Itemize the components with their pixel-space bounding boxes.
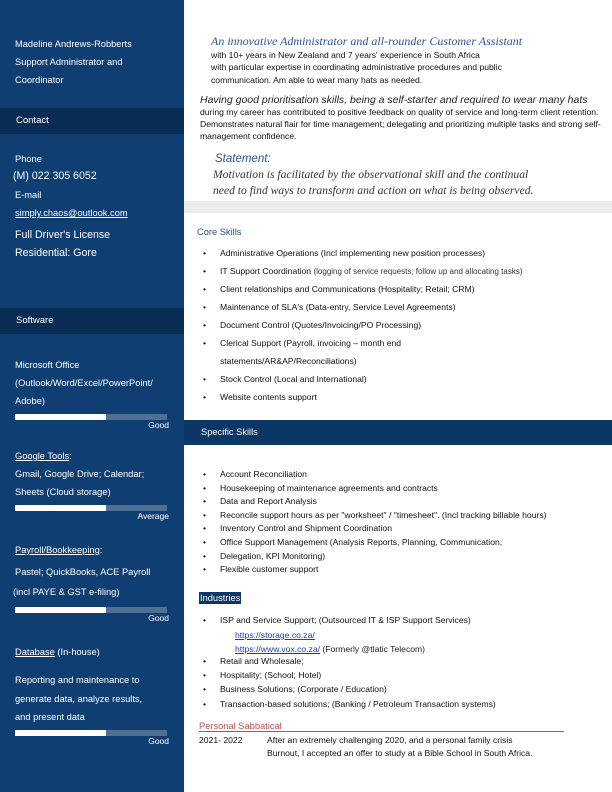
contact-heading: Contact xyxy=(16,115,49,126)
payroll-heading xyxy=(15,541,102,559)
sabbatical-years: 2021- 2022 xyxy=(199,735,243,745)
candidate-name: Madeline Andrews-Robberts xyxy=(15,39,132,49)
intro-line2: with particular expertise in coordinating administrative procedures and public xyxy=(211,62,502,73)
specific-skills-heading: Specific Skills xyxy=(201,427,258,437)
specific-skills-band xyxy=(184,420,612,445)
vox-note: (Formerly @tlatic Telecom) xyxy=(320,644,426,654)
statement-body xyxy=(213,167,533,199)
list-item: • Delegation, KPI Monitoring) xyxy=(203,550,547,564)
google-tools-title: Google Tools xyxy=(15,451,70,461)
core-skills-list xyxy=(203,244,522,406)
phone-value: (M) 022 305 6052 xyxy=(13,170,97,182)
sabbatical-text xyxy=(267,734,532,759)
industries-list xyxy=(203,613,471,627)
core-skill-text: Clerical Support (Payroll, invoicing – month end xyxy=(220,338,402,348)
database-title: Database xyxy=(15,647,55,657)
payroll-title: Payroll/Bookkeeping xyxy=(15,545,100,555)
statement-line1: Motivation is facilitated by the observational skill and the continual xyxy=(213,168,529,181)
intro-line1: with 10+ years in New Zealand and 7 years' experience in South Africa xyxy=(211,50,480,60)
sabbatical-divider xyxy=(199,731,564,732)
residential: Residential: Gore xyxy=(15,247,97,259)
job-title-line1: Support Administrator and xyxy=(15,57,123,67)
core-skill-text: Document Control (Quotes/Invoicing/PO Processing) xyxy=(220,320,422,330)
storage-link[interactable]: https://storage.co.za/ xyxy=(235,630,315,640)
ms-office-line3: Adobe) xyxy=(15,396,45,406)
list-item: • Reconcile support hours as per "worksheet" / "timesheet". (Incl tracking billable hours) xyxy=(203,509,547,523)
google-tools-skill-fill xyxy=(15,505,106,511)
sidebar xyxy=(0,0,184,792)
core-skill-text: IT Support Coordination xyxy=(220,266,314,276)
list-item xyxy=(203,280,522,298)
core-skill-text: Maintenance of SLA's (Data-entry, Service Level Agreements) xyxy=(220,302,456,312)
payroll-skill-fill xyxy=(15,607,106,613)
payroll-colon: : xyxy=(99,545,103,555)
database-suffix: (In-house) xyxy=(54,647,100,657)
list-item: • Business Solutions; (Corporate / Education) xyxy=(203,682,496,696)
list-item xyxy=(203,298,522,316)
core-skill-text: Client relationships and Communications (Hospitality; Retail; CRM) xyxy=(220,284,475,294)
list-item: • Hospitality; (School; Hotel) xyxy=(203,668,496,682)
list-item: • Account Reconciliation xyxy=(203,468,547,482)
google-tools-colon: : xyxy=(69,451,72,461)
database-line1: Reporting and maintenance to xyxy=(15,675,140,685)
payroll-line2: (incl PAYE & GST e-filing) xyxy=(13,587,120,597)
google-tools-heading xyxy=(15,447,72,465)
list-item: • Flexible customer support xyxy=(203,563,547,577)
list-item: • Housekeeping of maintenance agreements and contracts xyxy=(203,482,547,496)
ms-office-level: Good xyxy=(148,420,169,430)
core-skill-detail: statements/AR&AP/Reconciliations) xyxy=(220,356,357,366)
google-tools-level: Average xyxy=(137,511,169,521)
ms-office-line1: Microsoft Office xyxy=(15,360,80,370)
software-heading: Software xyxy=(16,315,54,326)
email-label: E-mail xyxy=(15,190,42,200)
database-heading xyxy=(15,643,100,661)
sabbatical-line1: After an extremely challenging 2020, and a personal family crisis xyxy=(267,735,513,745)
intro-title: An innovative Administrator and all-rounder Customer Assistant xyxy=(211,34,523,48)
divider-strip xyxy=(184,201,612,213)
list-item xyxy=(203,370,522,388)
payroll-skill-bar xyxy=(15,607,167,613)
list-item xyxy=(203,334,522,370)
list-item: • Data and Report Analysis xyxy=(203,495,547,509)
list-item: • Inventory Control and Shipment Coordination xyxy=(203,522,547,536)
ms-office-skill-bar xyxy=(15,414,167,420)
database-skill-bar xyxy=(15,730,167,736)
sabbatical-heading: Personal Sabbatical xyxy=(199,721,282,731)
core-skill-text: Stock Control (Local and International) xyxy=(220,374,367,384)
list-item xyxy=(203,316,522,334)
summary-rest: during my career has contributed to positive feedback on quality of service and long-term client retention. Demonstrates natural flair for time management; delegating and prioritizing multiple tasks and strong self-management confidence. xyxy=(200,106,601,141)
payroll-level: Good xyxy=(148,613,169,623)
job-title-line2: Coordinator xyxy=(15,75,64,85)
list-item: • Transaction-based solutions; (Banking / Petroleum Transaction systems) xyxy=(203,697,496,711)
summary-paragraph xyxy=(200,95,605,143)
core-skills-heading: Core Skills xyxy=(197,227,242,237)
core-skill-text: Website contents support xyxy=(220,392,317,402)
sabbatical-line2: Burnout, I accepted an offer to study at a Bible School in South Africa. xyxy=(267,747,533,758)
list-item xyxy=(203,388,522,406)
list-item xyxy=(203,262,522,280)
email-link[interactable]: simply.chaos@outlook.com xyxy=(15,208,128,218)
ms-office-skill-fill xyxy=(15,414,106,420)
database-level: Good xyxy=(148,736,169,746)
core-skill-detail: (logging of service requests, follow up and allocating tasks) xyxy=(313,267,523,276)
industries-heading: Industries xyxy=(200,593,241,603)
list-item: • Office Support Management (Analysis Reports, Planning, Communication, xyxy=(203,536,547,550)
summary-italic: Having good prioritisation skills, being a self-starter and required to wear many hats xyxy=(200,94,588,106)
list-item xyxy=(203,244,522,262)
payroll-line1: Pastel; QuickBooks, ACE Payroll xyxy=(15,567,151,577)
database-line3: and present data xyxy=(15,712,85,722)
intro-line3: communication. Am able to wear many hats as needed. xyxy=(211,74,423,85)
database-skill-fill xyxy=(15,730,106,736)
list-item: • Retail and Wholesale; xyxy=(203,654,496,668)
industries-list-more xyxy=(203,654,496,711)
intro-body xyxy=(211,49,502,86)
google-tools-line1: Gmail, Google Drive; Calendar; xyxy=(15,469,145,479)
phone-label: Phone xyxy=(15,154,42,164)
vox-link[interactable]: https://www.vox.co.za/ xyxy=(235,644,321,654)
statement-line2: need to find ways to transform and action on what is being observed. xyxy=(213,184,534,197)
drivers-license: Full Driver's License xyxy=(15,229,111,241)
ms-office-line2: (Outlook/Word/Excel/PowerPoint/ xyxy=(15,378,153,388)
industry-links xyxy=(235,628,425,656)
specific-skills-list xyxy=(203,468,547,577)
google-tools-line2: Sheets (Cloud storage) xyxy=(15,487,111,497)
core-skill-text: Administrative Operations (Incl implementing new position processes) xyxy=(220,248,486,258)
statement-title: Statement: xyxy=(215,153,271,165)
database-line2: generate data, analyze results, xyxy=(15,694,143,704)
list-item: • ISP and Service Support; (Outsourced IT & ISP Support Services) xyxy=(203,613,471,627)
